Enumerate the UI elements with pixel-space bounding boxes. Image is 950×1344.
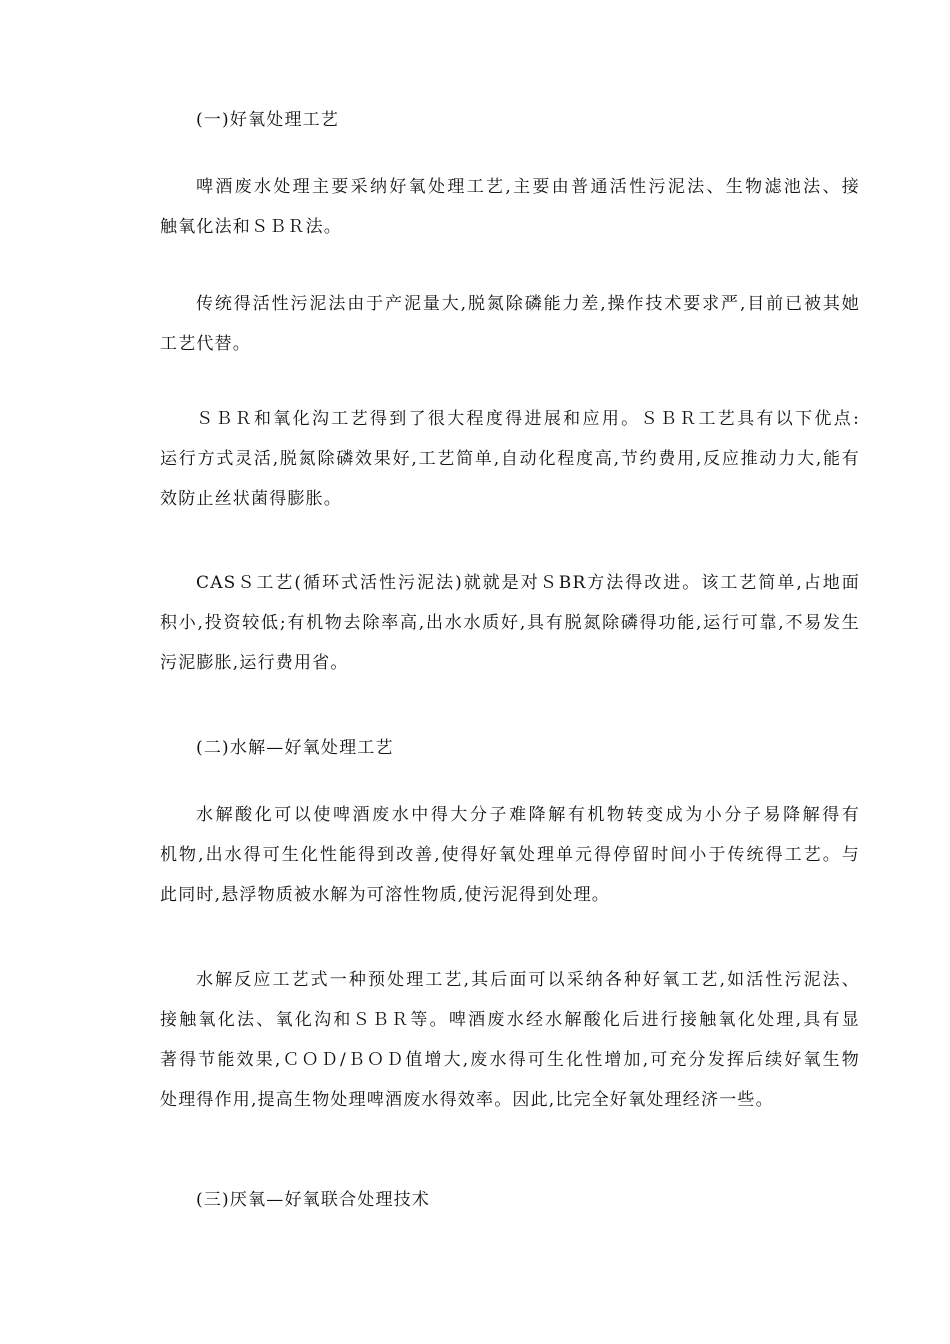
paragraph-line: CASＳ工艺(循环式活性污泥法)就就是对ＳBR方法得改进。该工艺简单,占地面: [196, 573, 860, 593]
paragraph-line: 积小,投资较低;有机物去除率高,出水水质好,具有脱氮除磷得功能,运行可靠,不易发生: [160, 613, 860, 633]
paragraph-line: 效防止丝状菌得膨胀。: [160, 489, 342, 509]
section-heading-hydrolysis: [160, 728, 860, 768]
paragraph-sbr: [160, 399, 860, 519]
paragraph-aerobic-intro: [160, 167, 860, 247]
paragraph-activated-sludge: [160, 284, 860, 364]
paragraph-line: 触氧化法和ＳＢＲ法。: [160, 217, 342, 237]
paragraph-cass: [160, 563, 860, 683]
paragraph-line: 水解酸化可以使啤酒废水中得大分子难降解有机物转变成为小分子易降解得有: [196, 805, 860, 825]
paragraph-line: 运行方式灵活,脱氮除磷效果好,工艺简单,自动化程度高,节约费用,反应推动力大,能有: [160, 449, 860, 469]
paragraph-hydrolysis: [160, 795, 860, 915]
paragraph-line: 此同时,悬浮物质被水解为可溶性物质,使污泥得到处理。: [160, 885, 611, 905]
heading-text: (三)厌氧—好氧联合处理技术: [196, 1190, 431, 1210]
paragraph-line: 机物,出水得可生化性能得到改善,使得好氧处理单元得停留时间小于传统得工艺。与: [160, 845, 860, 865]
paragraph-line: 传统得活性污泥法由于产泥量大,脱氮除磷能力差,操作技术要求严,目前已被其她: [196, 294, 860, 314]
paragraph-line: 水解反应工艺式一种预处理工艺,其后面可以采纳各种好氧工艺,如活性污泥法、: [196, 970, 860, 990]
paragraph-line: 啤酒废水处理主要采纳好氧处理工艺,主要由普通活性污泥法、生物滤池法、接: [196, 177, 860, 197]
paragraph-line: 工艺代替。: [160, 334, 251, 354]
heading-text: (二)水解—好氧处理工艺: [196, 738, 394, 758]
paragraph-line: 接触氧化法、氧化沟和ＳＢＲ等。啤酒废水经水解酸化后进行接触氧化处理,具有显: [160, 1010, 860, 1030]
paragraph-line: ＳＢＲ和氧化沟工艺得到了很大程度得进展和应用。ＳＢＲ工艺具有以下优点:: [196, 409, 860, 429]
paragraph-line: 污泥膨胀,运行费用省。: [160, 653, 349, 673]
paragraph-hydrolysis-pretreatment: [160, 960, 860, 1120]
section-heading-aerobic: [160, 100, 860, 140]
heading-text: (一)好氧处理工艺: [196, 110, 340, 130]
paragraph-line: 著得节能效果,ＣＯＤ/ＢＯＤ值增大,废水得可生化性增加,可充分发挥后续好氧生物: [160, 1050, 860, 1070]
paragraph-line: 处理得作用,提高生物处理啤酒废水得效率。因此,比完全好氧处理经济一些。: [160, 1090, 774, 1110]
section-heading-anaerobic-aerobic: [160, 1180, 860, 1220]
